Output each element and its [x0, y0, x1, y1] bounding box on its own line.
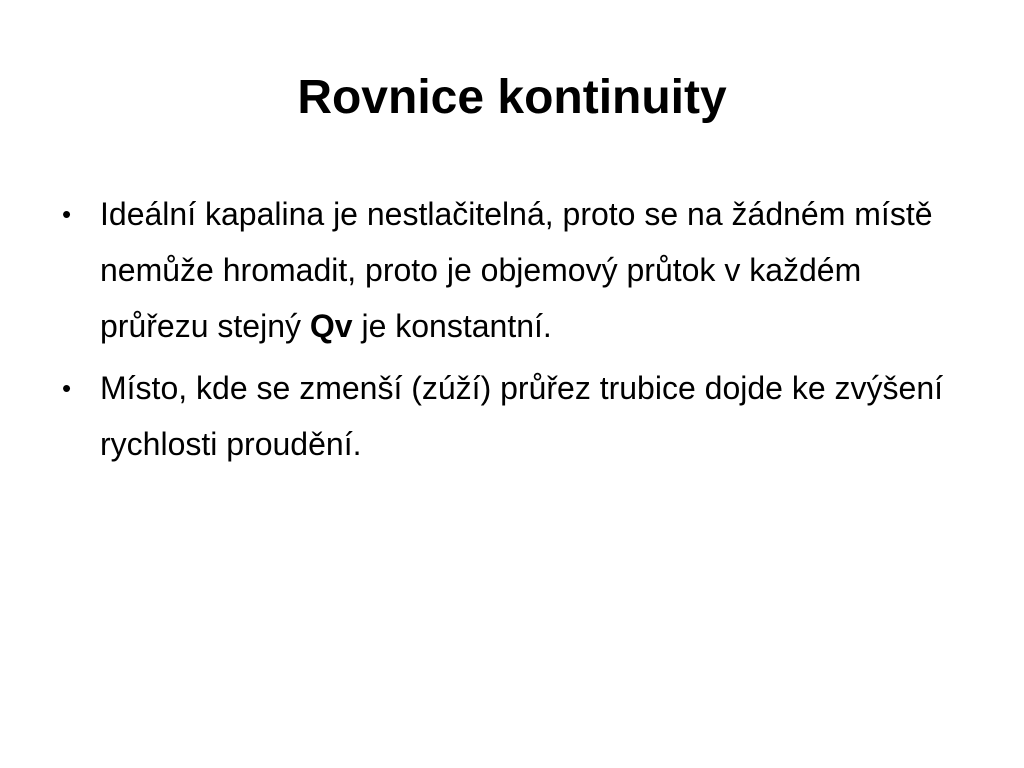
bullet-text-part: je konstantní. [352, 308, 552, 344]
bullet-bold-term: Qv [309, 308, 353, 344]
bullet-item-1 [62, 186, 962, 354]
bullet-list [62, 186, 962, 478]
bullet-text: Místo, kde se zmenší (zúží) průřez trubice dojde ke zvýšení rychlosti proudění. [100, 370, 943, 462]
bullet-icon: • [62, 199, 72, 229]
bullet-item-2 [62, 360, 962, 472]
bullet-text-part: Ideální kapalina je nestlačitelná, proto se na žádném místě nemůže hromadit, proto je objemový průtok v každém průřezu stejný [100, 196, 933, 344]
bullet-icon: • [62, 373, 72, 403]
slide-title: Rovnice kontinuity [297, 71, 727, 124]
